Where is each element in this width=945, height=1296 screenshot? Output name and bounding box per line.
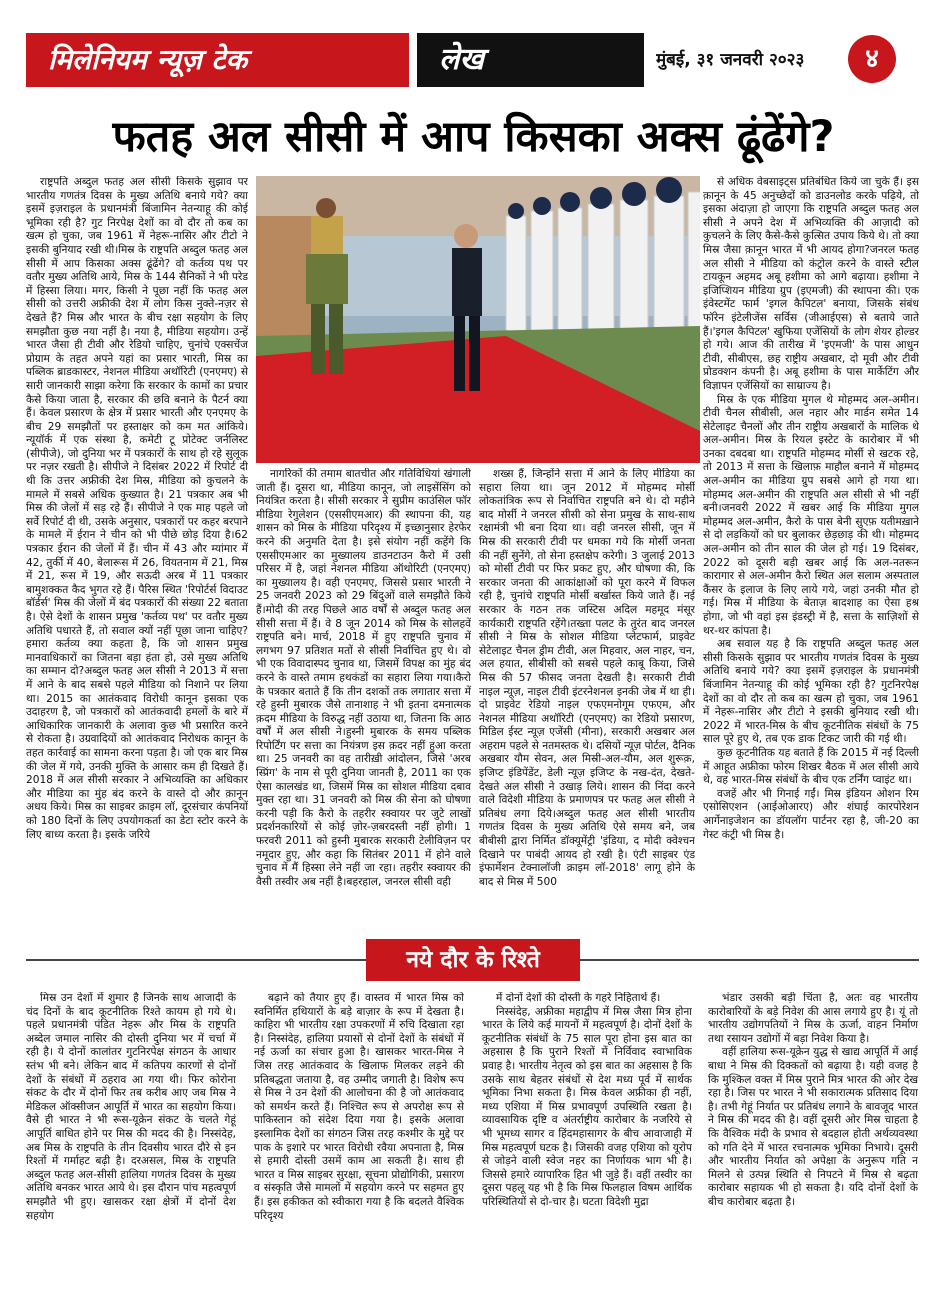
article-paragraph: वजहें और भी गिनाई गईं। मिस्र इंडियन ओशन रिम एसोसिएशन (आईओआरए) और शंघाई कारपोरेशन आर्गेनाइजेशन का डॉयलॉग पार्टनर रहा है, जी-20 का गेस्ट कंट्री भी मिस्र है। [703,787,919,841]
article-column-3 [479,468,695,934]
section-divider [26,935,919,985]
editorial-column-2 [254,992,464,1264]
editorial-column-4 [708,992,918,1264]
section-label: लेख [417,33,644,87]
guard-of-honour-photo-illustration [256,176,700,463]
article-headline: फतह अल सीसी में आप किसका अक्स ढूंढेंगे? [112,112,835,162]
article-paragraph: राष्ट्रपति अब्दुल फतह अल सीसी किसके सुझाव पर भारतीय गणतंत्र दिवस के मुख्य अतिथि बनाये गये? क्या इसमें इज़राइल के प्रधानमंत्री बिंजामिन नेतन्याहू की कोई भूमिका रही है? गुट निरपेक्ष देशों का वो दौर तो कब का खत्म हो चुका, जब 1961 में नेहरू-नासिर और टीटो ने इसकी बुनियाद रखी थी।मिस्र के राष्ट्रपति अब्दुल फतह अल सीसी में आप किसका अक्स ढूंढेंगे? वो कर्तव्य पथ पर वतौर मुख्य अतिथि आये, मिस्र के 144 सैनिकों ने भी परेड में हिस्सा लिया। मगर, किसी ने पूछा नहीं कि फतह अल सीसी को उत्तरी अफ्रीकी देश में लोग किस नुक्ते-नज़र से देखते हैं? मिस्र और भारत के बीच रक्षा सहयोग के लिए समझौता कुछ नया नहीं है। नया है, मीडिया सहयोग। उन्हें भारत जैसा ही टीवी और रेडियो चाहिए, चुनांचे एक्सचेंज प्रोग्राम के तहत अपने यहां का प्रसार भारती, मिस्र का पब्लिक ब्राडकास्टर, नेशनल मीडिया अथॉरिटी (एनएमए) से सारी जानकारी साझा करेगा कि सरकार के कामों का प्रचार कैसे किया जाता है, सरकार की छवि बनाने के पैटर्न क्या हैं। केवल प्रसारण के क्षेत्र में प्रसार भारती और एनएमए के बीच 29 समझौतों पर हस्ताक्षर को कम मत आंकिये।न्यूयॉर्क में एक संस्था है, कमेटी टू प्रोटेक्ट जर्नलिस्ट (सीपीजे), जो दुनिया भर में पत्रकारों के साथ हो रहे सुलूक पर नज़र रखती है। सीपीजे ने दिसंबर 2022 में रिपोर्ट दी थी कि उत्तर अफ्रीकी देश मिस्र, मीडिया को कुचलने के मामले में सबसे अधिक कुख्यात है। 21 पत्रकार अब भी मिस्र की जेलों में सड़ रहे हैं। सीपीजे ने एक माह पहले जो सर्वे रिपोर्ट दी थी, उसके अनुसार, पत्रकारों पर कहर बरपाने के मामले में ईरान ने चीन को भी पीछे छोड़ दिया है।62 पत्रकार ईरान की जेलों में हैं। चीन में 43 और म्यांमार में 42, तुर्की में 40, बेलारूस में 26, वियतनाम में 21, मिस्र में 21, रूस में 19, और सऊदी अरब में 11 पत्रकार बामुशक्कत कैद भुगत रहे हैं। पैरिस स्थित 'रिपोर्टर्स विदाउट बॉर्डर्स' मिस्र की जेलों में बंद पत्रकारों की संख्या 22 बताता है। ऐसे देशों के शासन प्रमुख 'कर्तव्य पथ' पर वतौर मुख्य अतिथि पधारते हैं, तो सवाल क्यों नहीं पूछा जाना चाहिए? हमारा कर्तव्य क्या कहता है, कि जो शासन प्रमुख मानवाधिकारों का जितना बड़ा हंता हो, उसे मुख्य अतिथि का सम्मान दो?अब्दुल फतह अल सीसी ने 2013 में सत्ता में आने के बाद सबसे पहले मीडिया को निशाने पर लिया था। 2015 का आतंकवाद विरोधी कानून इसका एक उदाहरण है, जो पत्रकारों को आतंकवादी हमलों के बारे में आधिकारिक जानकारी के अलावा कुछ भी प्रसारित करने से रोकता है। उग्रवादियों को आतंकवाद निरोधक कानून के तहत कार्रवाई का सामना करना पड़ता है। जो एक बार मिस्र की जेल में गये, उनकी मुक्ति के आसार कम ही दिखते हैं।2018 में अल सीसी सरकार ने अभिव्यक्ति का अधिकार और मीडिया का मुंह बंद करने के वास्ते दो और क़ानून अधय किये। मिस्र का साइबर क्राइम लॉ, दूरसंचार कंपनियों को 180 दिनों के लिए उपयोगकर्ता का डेटा स्टोर करने के लिए बाध्य करता है। इसके जरिये [26,176,248,841]
editorial-paragraph: निस्संदेह, अफ्रीका महाद्वीप में मिस्र जैसा मित्र होना भारत के लिये कई मायनों में महत्वपूर्ण है। दोनों देशों के कूटनीतिक संबंधों के 75 साल पूरा होना इस बात का अहसास है कि पुराने रिश्तों में निर्विवाद स्वाभाविक प्रवाह है। भारतीय नेतृत्व को इस बात का अहसास है कि उसके साथ बेहतर संबंधों से देश मध्य पूर्व में सार्थक भूमिका निभा सकता है। मिस्र केवल अफ्रीका ही नहीं, मध्य एशिया में मिस्र प्रभावपूर्ण उपस्थिति रखता है। व्यावसायिक दृष्टि व अंतर्राष्ट्रीय कारोबार के नजरिये से भी भूमध्य सागर व हिंदमहासागर के बीच आवाजाही में मिस्र महत्वपूर्ण घटक है। जिसकी वजह एशिया को यूरोप से जोड़ने वाली स्वेज नहर का निर्णायक भाग भी है। जिससे हमारे व्यापारिक हित भी जुड़े हैं। वहीं तस्वीर का दूसरा पहलू यह भी है कि मिस्र फिलहाल विषम आर्थिक परिस्थितियों से दो-चार है। घटता विदेशी मुद्रा [482,1005,692,1208]
article-paragraph: अब सवाल यह है कि राष्ट्रपति अब्दुल फतह अल सीसी किसके सुझाव पर भारतीय गणतंत्र दिवस के मुख्य अतिथि बनाये गये? क्या इसमें इज़राइल के प्रधानमंत्री बिंजामिन नेतन्याहू की कोई भूमिका रही है? गुटनिरपेक्ष देशों का वो दौर तो कब का खत्म हो चुका, जब 1961 में नेहरू-नासिर और टीटो ने इसकी बुनियाद रखी थी। 2022 में भारत-मिस्र के बीच कूटनीतिक संबंधों के 75 साल पूरे हुए थे, तब एक डाक टिकट जारी की गई थी। [703,638,919,746]
masthead [26,33,894,90]
editorial-paragraph: में दोनों देशों की दोस्ती के गहरे निहितार्थ हैं। [496,992,661,1004]
section-subhead: नये दौर के रिश्ते [366,939,580,981]
article-paragraph: से अधिक वेबसाइट्स प्रतिबंधित किये जा चुके हैं। इस क़ानून के 45 अनुच्छेदों को डाउनलोड करके पढ़िये, तो इसका अंदाज़ा हो जाएगा कि राष्ट्रपति अब्दुल फतह अल सीसी ने अपने देश में अभिव्यक्ति की आज़ादी को कुचलने के लिए कैसे-कैसे कुत्सित उपाय किये थे। तो क्या मिस्र जैसा क़ानून भारत में भी आयद होगा?जनरल फतह अल सीसी ने मीडिया को कंट्रोल करने के वास्ते स्टील टायकून अहमद अबू हशीमा को आगे बढ़ाया। हशीमा ने इजिप्शियन मीडिया ग्रुप (इएमजी) की स्थापना की। एक इंवेस्टमेंट फार्म 'इगल कैपिटल' बनाया, जिसके संबंध फॉरेन इंटेलीजेंस सर्विस (जीआईएस) से बताये जाते हैं।'इगल कैपिटल' खुफिया एजेंसियों के लोग शेयर होल्डर हो गये। आज की तारीख में 'इएमजी' के पास आधुन टीवी, सीबीएस, छह राष्ट्रीय अखबार, दो मूवी और टीवी प्रोडक्शन कंपनी है। अबू हशीमा के पास मार्केटिंग और विज्ञापन एजेंसियों का साम्राज्य है। [703,176,919,392]
article-paragraph: मिस्र के एक मीडिया मुगल थे मोहम्मद अल-अमीन। टीवी चैनल सीबीसी, अल नहार और मार्डन समेत 14 सेटेलाइट चैनलों और तीन राष्ट्रीय अखबारों के मालिक थे अल-अमीन। मिस्र के रियल इस्टेट के कारोबार में भी उनका दबदबा था। राष्ट्रपति मोहम्मद मोर्सी से खटक रहे, तो 2013 में सत्ता के खिलाफ़ माहौल बनाने में मोहम्मद अल-अमीन का मीडिया ग्रुप सबसे आगे हो गया था। मोहम्मद अल-अमीन की राष्ट्रपति अल सीसी से भी नहीं बनी।जनवरी 2022 में खबर आई कि मीडिया मुगल मोहम्मद अल-अमीन, कैरो के पास बेनी सुएफ़ यतीमख़ाने से दो लड़कियों को घर बुलाकर छेड़छाड़ की थी। मोहम्मद अल-अमीन को तीन साल की जेल हो गई। 19 दिसंबर, 2022 को दूसरी बड़ी खबर आई कि अल-नतरून कारागार से अल-अमीन कैरो स्थित अल सलाम अस्पताल कैंसर के इलाज के लिए लाये गये, जहां उनकी मौत हो गई। मिस्र में मीडिया के बेताज़ बादशाह का ऐसा हश्र होगा, जो भी वहां इस इंडस्ट्री में है, सत्ता के साज़िशों से थर-थर कांपता है। [703,393,919,637]
editorial-paragraph: बढ़ाने को तैयार हुए हैं। वास्तव में भारत मिस्र को स्वनिर्मित हथियारों के बड़े बाज़ार के रूप में देखता है। काहिरा भी भारतीय रक्षा उपकरणों में रुचि दिखाता रहा है। निस्संदेह, हालिया प्रयासों से दोनों देशों के संबंधों में नई ऊर्जा का संचार हुआ है। खासकर भारत-मिस्र ने जिस तरह आतंकवाद के खिलाफ मिलकर लड़ने की प्रतिबद्धता जताया है, वह उम्मीद जगाती है। विशेष रूप से मिस्र ने उन देशों की आलोचना की है जो आतंकवाद को समर्थन करते हैं। निश्चित रूप से अपरोक्ष रूप से पाकिस्तान को संदेश दिया गया है। इसके अलावा इस्लामिक देशों का संगठन जिस तरह कश्मीर के मुद्दे पर पाक के इशारे पर भारत विरोधी रवैया अपनाता है, मिस्र से हमारी दोस्ती उसमें काम आ सकती है। साथ ही भारत व मिस्र साइबर सुरक्षा, सूचना प्रोद्योगिकी, प्रसारण व संस्कृति जैसे मामलों में सहयोग करने पर सहमत हुए हैं। इस हकीकत को स्वीकारा गया है कि बदलते वैश्विक परिदृश्य [254,992,464,1222]
dateline: मुंबई, ३१ जनवरी २०२३ [656,50,805,70]
page-number-badge: ४ [848,35,896,83]
editorial-column-3 [482,992,692,1264]
article-column-1 [26,176,248,934]
news-photo [256,176,700,463]
article-column-4 [703,176,919,934]
editorial-column-1 [26,992,236,1264]
article-paragraph: कुछ कूटनीतिक यह बताते हैं कि 2015 में नई दिल्ली में आहूत अफ्रीका फोरम शिखर बैठक में अल सीसी आये थे, वह भारत-मिस्र संबंधों के बीच एक टर्निंग प्वाइंट था। [703,746,919,787]
article-paragraph: नागरिकों की तमाम बातचीत और गतिविधियां खंगाली जाती हैं। दूसरा था, मीडिया कानून, जो लाइसेंसिंग को नियंत्रित करता है। सीसी सरकार ने सुप्रीम काउंसिल फॉर मीडिया रेगुलेशन (एससीएमआर) की स्थापना की, यह शासन को मिस्र के मीडिया परिदृश्य में इच्छानुसार हेरफेर करने की अनुमति देता है। इसे संयोग नहीं कहेंगे कि एससीएमआर का मुख्यालय डाउनटाउन कैरो में उसी परिसर में है, जहां नेशनल मीडिया ऑथोरिटी (एनएमए) का मुख्यालय है। वही एनएमए, जिससे प्रसार भारती ने 25 जनवरी 2023 को 29 बिंदुओं वाले समझौते किये हैं।मोदी की तरह पिछले आठ वर्षों से अब्दुल फतह अल सीसी सत्ता में हैं। वे 8 जून 2014 को मिस्र के सोलहवें राष्ट्रपति बने। मार्च, 2018 में हुए राष्ट्रपति चुनाव में लगभग 97 प्रतिशत मतों से सीसी निर्वाचित हुए थे। वो भी एक विवादास्पद चुनाव था, जिसमें विपक्ष का मुंह बंद करने के वास्ते तमाम हथकंडों का सहारा लिया गया।कैरो के पत्रकार बताते हैं कि तीन दशकों तक लगातार सत्ता में रहे हुस्नी मुबारक जैसे तानाशाह ने भी इतना दमनात्मक क़दम मीडिया के विरुद्ध नहीं उठाया था, जितना कि आठ वर्षों में अल सीसी ने।हुस्नी मुबारक के समय पब्लिक रिपोर्टिंग पर सत्ता का नियंत्रण इस क़दर नहीं हुआ करता था। 25 जनवरी का वह तारीख़ी आंदोलन, जिसे 'अरब स्प्रिंग' के नाम से पूरी दुनिया जानती है, 2011 का एक ऐसा कालखंड था, जिसमें मिस्र का सोशल मीडिया दबाव मुक्त रहा था। 31 जनवरी को मिस्र की सेना को घोषणा करनी पड़ी कि कैरो के तहरीर स्क्वायर पर जुटे लाखों प्रदर्शनकारियों से कोई ज़ोर-ज़बरदस्ती नहीं होगी। 1 फरवरी 2011 को हुस्नी मुबारक सरकारी टेलीविज़न पर नमूदार हुए, और कहा कि सितंबर 2011 में होने वाले चुनाव में मैं हिस्सा लेने नहीं जा रहा। तहरीर स्क्वायर की वैसी तस्वीर अब नहीं है।बहरहाल, जनरल सीसी वही [256,468,471,888]
editorial-paragraph: वहीं हालिया रूस-यूक्रेन युद्ध से खाद्य आपूर्ति में आई बाधा ने मिस्र की दिक्कतों को बढ़ाया है। यही वजह है कि मुश्किल वक्त में मिस्र पुराने मित्र भारत की ओर देख रहा है। जिस पर भारत ने भी सकारात्मक प्रतिसाद दिया है। तभी गेहूं निर्यात पर प्रतिबंध लगाने के बावजूद भारत ने मिस्र की मदद की है। वहीं दूसरी ओर मिस्र चाहता है कि वैश्विक मंदी के प्रभाव से बदहाल होती अर्थव्यवस्था को गति देने में भारत रचनात्मक भूमिका निभाये। दूसरी और भारतीय निर्यात को अपेक्षा के अनुरूप गति न मिलने से उत्पन्न स्थिति से निपटने में मिस्र से बढ़ता कारोबार सहायक भी हो सकता है। यदि दोनों देशों के बीच कारोबार बढ़ता है। [708,1046,918,1208]
article-column-2 [256,468,471,934]
editorial-paragraph: मिस्र उन देशों में शुमार है जिनके साथ आजादी के चंद दिनों के बाद कूटनीतिक रिश्ते कायम हो गये थे। पहले प्रधानमंत्री पंडित नेहरू और मिस्र के राष्ट्रपति अब्देल जमाल नासिर की दोस्ती दुनिया भर में चर्चा में रही है। ये दोनों कालांतर गुटनिरपेक्ष संगठन के आधार स्तंभ भी बने। लेकिन बाद में कतिपय कारणों से दोनों देशों के संबंधों में ठहराव आ गया थी। फिर कोरोना संकट के दौर में दोनों फिर तब करीब आए जब मिस्र ने मेडिकल ऑक्सीजन आपूर्ति में भारत का सहयोग किया। वैसे ही भारत ने भी रूस-यूक्रेन संकट के चलते गेहूं आपूर्ति बाधित होने पर मिस्र की मदद की है। निस्संदेह, अब मिस्र के राष्ट्रपति के तीन दिवसीय भारत दौरे से इन रिश्तों में गर्माहट बढ़ी है। दरअसल, मिस्र के राष्ट्रपति अब्दुल फतह अल-सीसी हालिया गणतंत्र दिवस के मुख्य अतिथि बनकर भारत आये थे। इस दौरान पांच महत्वपूर्ण समझौते भी हुए। खासकर रक्षा क्षेत्रों में दोनों देश सहयोग [26,992,236,1222]
article-paragraph: शख्स हैं, जिन्होंने सत्ता में आने के लिए मीडिया का सहारा लिया था। जून 2012 में मोहम्मद मोर्सी लोकतांत्रिक रूप से निर्वाचित राष्ट्रपति बने थे। दो महीने बाद मोर्सी ने जनरल सीसी को सेना प्रमुख के साथ-साथ रक्षामंत्री भी बना दिया था। वही जनरल सीसी, जून में मिस्र की सरकारी टीवी पर धमका गये कि मोर्सी जनता की नहीं सुनेंगे, तो सेना हस्तक्षेप करेगी। 3 जुलाई 2013 को मोर्सी टीवी पर फिर प्रकट हुए, और घोषणा की, कि सरकार जनता की आकांक्षाओं को पूरा करने में विफल रही है, चुनांचे राष्ट्रपति मोर्सी बर्खास्त किये जाते हैं। नई सरकार के गठन तक जस्टिस अदिल महमूद मंसूर कार्यकारी राष्ट्रपति रहेंगे।तख्ता पलट के तुरंत बाद जनरल सीसी ने मिस्र के सोशल मीडिया प्लेटफार्म, प्राइवेट सेटेलाइट चैनल ड्रीम टीवी, अल मिहवार, अल नाहर, चन, अल हयात, सीबीसी को सबसे पहले काबू किया, जिसे मिस्र की 57 फीसद जनता देखती है। सरकारी टीवी नाइल न्यूज़, नाइल टीवी इंटरनेशनल इनकी जेब में था ही। दो प्राइवेट रेडियो नाइल एफएमनोगूम एफएम, और नेशनल मीडिया अथॉरिटी (एनएमए) का रेडियो प्रसारण, मिडिल ईस्ट न्यूज़ एजेंसी (मीना), सरकारी अखबार अल अहराम पहले से नतमस्तक थे। दसियों न्यूज़ पोर्टल, दैनिक अखबार यौम सेवन, अल मिस्री-अल-यौम, अल शुरूक़, इजिप्ट इंडिपेंडेंट, डेली न्यूज़ इजिप्ट के नख-दंत, देखते-देखते अल सीसी ने उखाड़ लिये। शासन की निंदा करने वाले विदेशी मीडिया के प्रमाणपत्र पर फतह अल सीसी ने प्रतिबंध लगा दिये।अब्दुल फतह अल सीसी भारतीय गणतंत्र दिवस के मुख्य अतिथि ऐसे समय बने, जब बीबीसी द्वारा निर्मित डॉक्यूमेंट्री 'इंडिया, द मोदी क्वेश्चन दिखाने पर पाबंदी आयद हो रखी है। एंटी साइबर एंड इंफार्मेशन टेक्नालॉजी क्राइम लॉ-2018' लागू होने के बाद से मिस्र में 500 [479,468,695,888]
newspaper-name: मिलेनियम न्यूज़ टेक [26,33,409,87]
editorial-paragraph: भंडार उसकी बड़ी चिंता है, अतः वह भारतीय कारोबारियों के बड़े निवेश की आस लगाये हुए है। यूं तो भारतीय उद्योगपतियों ने मिस्र के ऊर्जा, वाहन निर्माण तथा रसायन उद्योगों में बड़ा निवेश किया है। [708,992,918,1045]
